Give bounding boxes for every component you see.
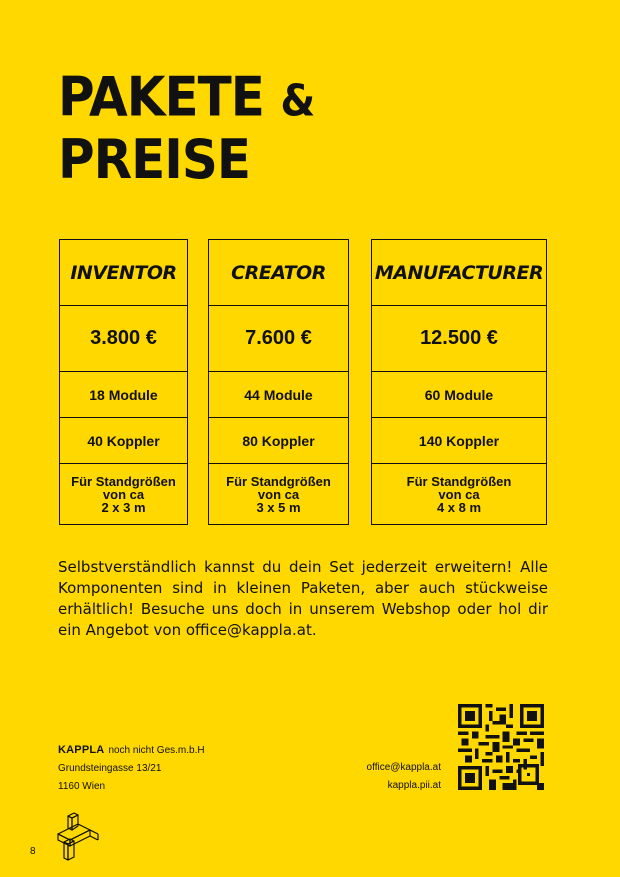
- package-koppler: 40 Koppler: [60, 418, 187, 464]
- street-address: Grundsteingasse 13/21: [58, 763, 162, 774]
- package-name: MANUFACTURER: [372, 240, 546, 306]
- contact-info: [367, 759, 441, 795]
- package-price: 3.800 €: [60, 306, 187, 372]
- package-size-line-3: 4 x 8 m: [436, 499, 482, 515]
- package-modules: 60 Module: [372, 372, 546, 418]
- package-name: CREATOR: [209, 240, 348, 306]
- package-size-line-1: Für Standgrößen: [71, 473, 176, 489]
- page-title: [58, 65, 315, 192]
- package-size-line-1: Für Standgrößen: [226, 473, 331, 489]
- package-size-line-1: Für Standgrößen: [406, 473, 512, 489]
- qr-code-icon[interactable]: [458, 704, 544, 790]
- city-address: 1160 Wien: [58, 781, 106, 792]
- title-ampersand: &: [280, 76, 315, 127]
- title-line-1: PAKETE: [58, 65, 264, 129]
- email-link[interactable]: office@kappla.at: [366, 762, 441, 773]
- package-koppler: 140 Koppler: [372, 418, 546, 464]
- page-number: 8: [30, 846, 36, 857]
- kappla-connector-logo-icon: [44, 812, 100, 862]
- package-size: [60, 464, 187, 524]
- package-size-line-3: 3 x 5 m: [256, 499, 301, 515]
- package-price: 7.600 €: [209, 306, 348, 372]
- package-size-line-2: von ca: [438, 486, 480, 502]
- brand-name: KAPPLA: [58, 744, 105, 756]
- website-link[interactable]: kappla.pii.at: [387, 780, 441, 791]
- package-size: [209, 464, 348, 524]
- description-paragraph: Selbstverständlich kannst du dein Set jederzeit erweitern! Alle Komponenten sind in kleinen Paketen, aber auch stückweise erhältlich! Besuche uns doch in unserem Webshop oder hol dir ein Angebot von office@kappla.at.: [58, 558, 548, 639]
- package-price: 12.500 €: [372, 306, 546, 372]
- package-size: [372, 464, 546, 524]
- package-inventor: [59, 239, 188, 525]
- package-koppler: 80 Koppler: [209, 418, 348, 464]
- package-manufacturer: [371, 239, 547, 525]
- package-modules: 18 Module: [60, 372, 187, 418]
- company-address: [58, 741, 205, 796]
- package-size-line-2: von ca: [102, 486, 145, 502]
- package-modules: 44 Module: [209, 372, 348, 418]
- package-creator: [208, 239, 349, 525]
- package-size-line-3: 2 x 3 m: [101, 499, 146, 515]
- company-suffix: noch nicht Ges.m.b.H: [108, 745, 205, 756]
- package-name: INVENTOR: [60, 240, 187, 306]
- package-size-line-2: von ca: [257, 486, 300, 502]
- title-line-2: PREISE: [58, 128, 251, 192]
